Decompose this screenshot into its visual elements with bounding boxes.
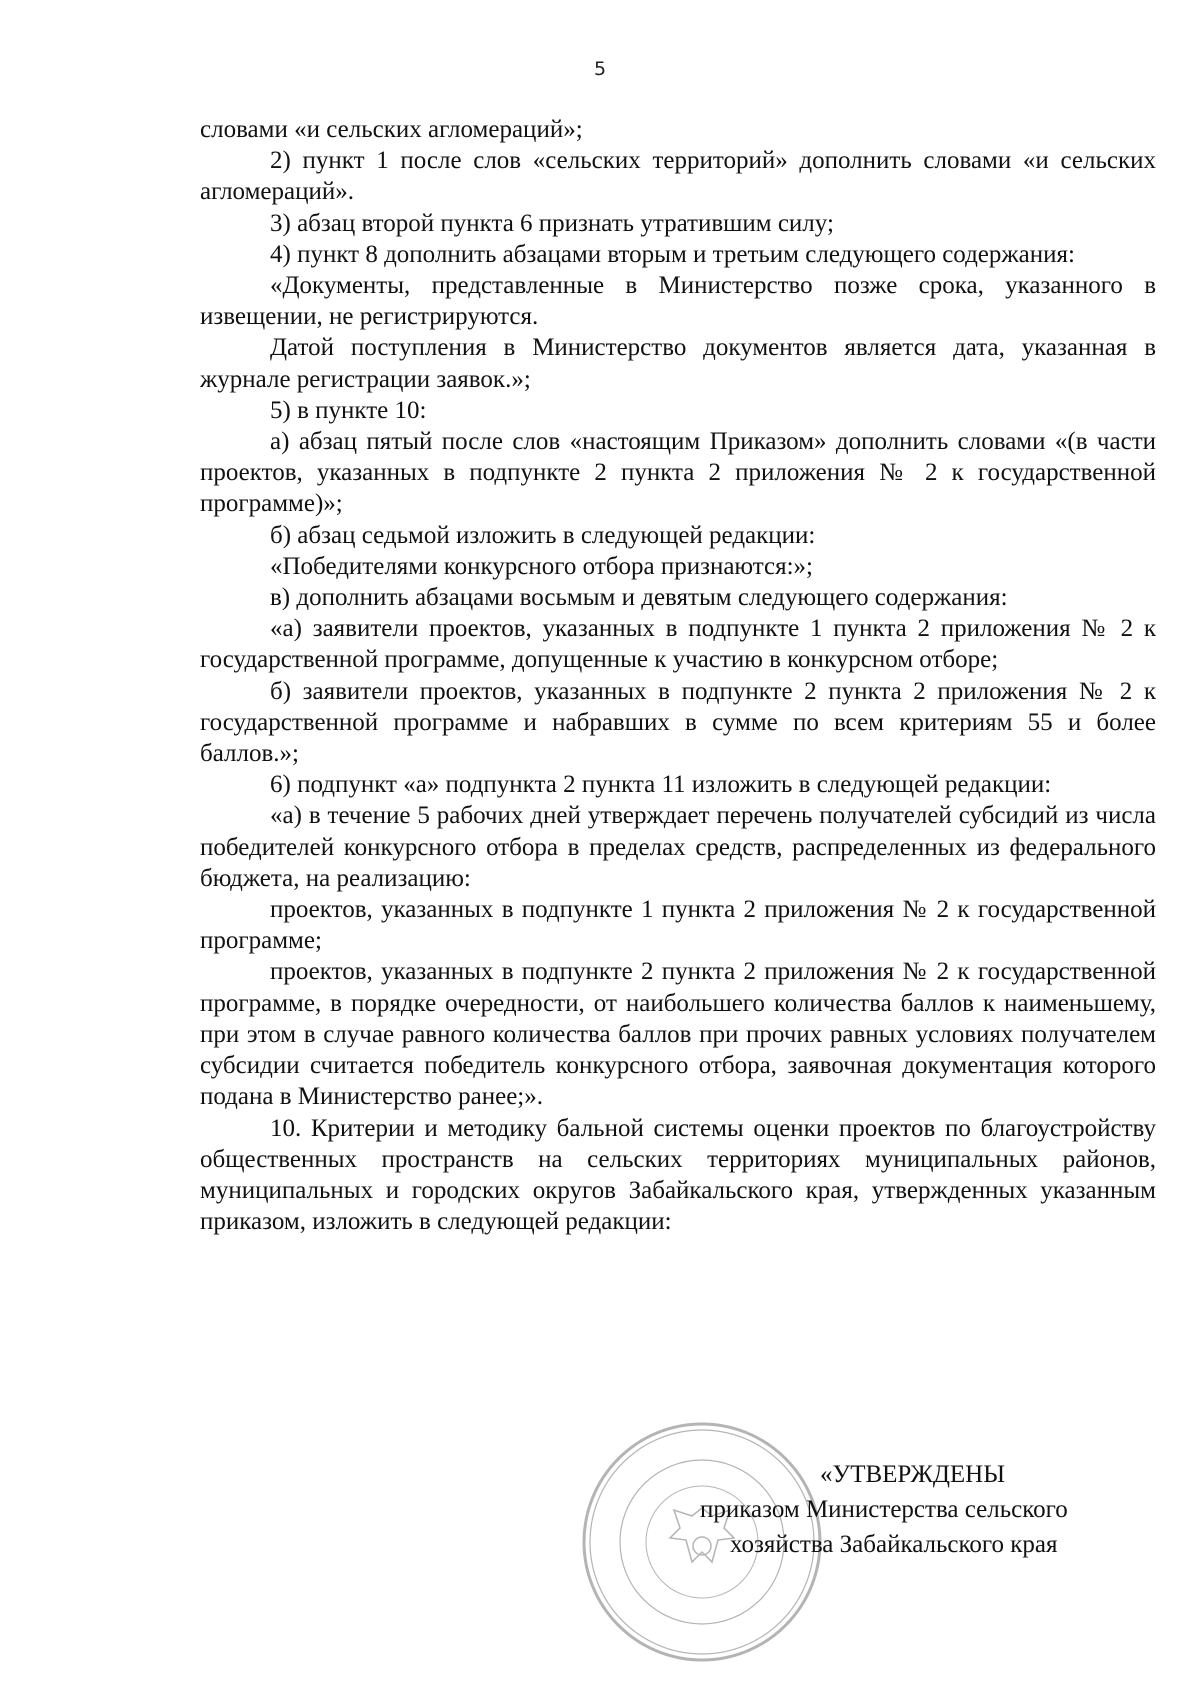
paragraph-item-5: 5) в пункте 10: bbox=[270, 396, 427, 424]
paragraph-winners: «Победителями конкурсного отбора признаются:»; bbox=[270, 552, 813, 580]
page-number: 5 bbox=[593, 58, 607, 80]
paragraph-item-4: 4) пункт 8 дополнить абзацами вторым и третьим следующего содержания: bbox=[270, 240, 1075, 268]
paragraph-sub-v: в) дополнить абзацами восьмым и девятым следующего содержания: bbox=[270, 584, 1008, 612]
paragraph-approve-list: «а) в течение 5 рабочих дней утверждает перечень получателей субсидий из числа победителей конкурсного отбора в пределах средств, распределенных из федерального бюджета, на реализацию: bbox=[200, 802, 1156, 892]
paragraph-item-2: 2) пункт 1 после слов «сельских территорий» дополнить словами «и сельских агломераций». bbox=[200, 147, 1156, 206]
document-body bbox=[200, 114, 1156, 1237]
paragraph-sub-b: б) абзац седьмой изложить в следующей редакции: bbox=[270, 521, 816, 549]
paragraph-item-10: 10. Критерии и методику бальной системы оценки проектов по благоустройству общественных пространств на сельских территориях муниципальных районов, муниципальных и городских округов Забайкальского края, утвержденных указанным приказом, изложить в следующей редакции: bbox=[200, 1114, 1156, 1236]
approval-order-line: приказом Министерства сельского bbox=[700, 1496, 1068, 1523]
paragraph-projects-1: проектов, указанных в подпункте 1 пункта 2 приложения № 2 к государственной программе; bbox=[200, 896, 1156, 955]
paragraph-quote-documents: «Документы, представленные в Министерство позже срока, указанного в извещении, не регистрируются. bbox=[200, 272, 1156, 331]
approval-heading: «УТВЕРЖДЕНЫ bbox=[820, 1461, 1006, 1488]
approval-block bbox=[700, 1457, 1140, 1562]
paragraph-applicants-b: б) заявители проектов, указанных в подпункте 2 пункта 2 приложения № 2 к государственной программе и набравших в сумме по всем критериям 55 и более баллов.»; bbox=[200, 677, 1156, 768]
paragraph-item-3: 3) абзац второй пункта 6 признать утратившим силу; bbox=[270, 209, 834, 237]
paragraph-sub-a: а) абзац пятый после слов «настоящим Приказом» дополнить словами «(в части проектов, указанных в подпункте 2 пункта 2 приложения № 2 к государственной программе)»; bbox=[200, 428, 1156, 518]
paragraph-item-6: 6) подпункт «а» подпункта 2 пункта 11 изложить в следующей редакции: bbox=[270, 771, 1052, 799]
paragraph-applicants-a: «а) заявители проектов, указанных в подпункте 1 пункта 2 приложения № 2 к государственной программе, допущенные к участию в конкурсном отборе; bbox=[200, 615, 1156, 674]
paragraph-projects-2: проектов, указанных в подпункте 2 пункта 2 приложения № 2 к государственной программе, в порядке очередности, от наибольшего количества баллов к наименьшему, при этом в случае равного количества баллов при прочих равных условиях получателем субсидии считается победитель конкурсного отбора, заявочная документация которого подана в Министерство ранее;». bbox=[200, 958, 1156, 1111]
paragraph-continuation: словами «и сельских агломераций»; bbox=[200, 116, 583, 143]
approval-ministry-line: хозяйства Забайкальского края bbox=[730, 1531, 1058, 1558]
paragraph-receipt-date: Датой поступления в Министерство документов является дата, указанная в журнале регистрации заявок.»; bbox=[200, 334, 1156, 393]
